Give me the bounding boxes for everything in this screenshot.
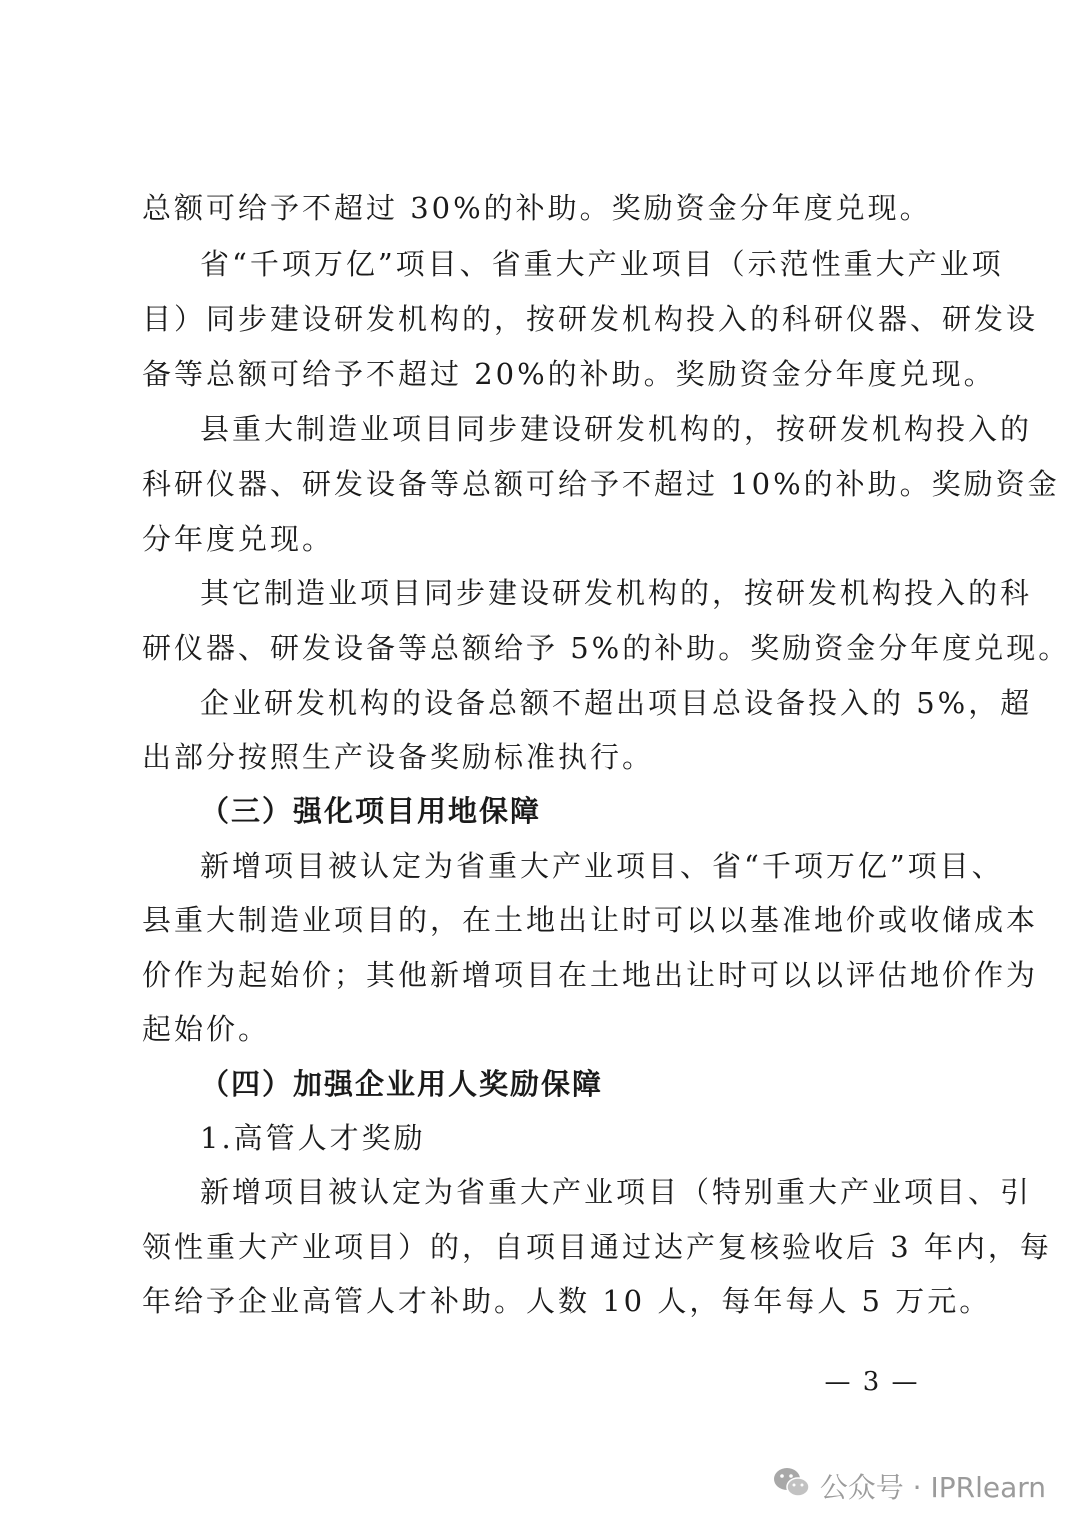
- paragraph-line: 领性重大产业项目）的，自项目通过达产复核验收后 3 年内，每: [142, 1230, 1052, 1264]
- subheading: 1.高管人才奖励: [200, 1121, 426, 1155]
- paragraph-line: 年给予企业高管人才补助。人数 10 人，每年每人 5 万元。: [142, 1284, 992, 1318]
- paragraph-line: 总额可给予不超过 30%的补助。奖励资金分年度兑现。: [142, 191, 932, 225]
- paragraph-line: 其它制造业项目同步建设研发机构的，按研发机构投入的科: [200, 576, 1033, 610]
- section-heading-4: （四）加强企业用人奖励保障: [200, 1067, 604, 1101]
- section-heading-3: （三）强化项目用地保障: [200, 794, 542, 828]
- page-number: — 3 —: [824, 1367, 920, 1397]
- paragraph-line: 备等总额可给予不超过 20%的补助。奖励资金分年度兑现。: [142, 357, 996, 391]
- paragraph-line: 科研仪器、研发设备等总额可给予不超过 10%的补助。奖励资金: [142, 467, 1060, 501]
- paragraph-line: 目）同步建设研发机构的，按研发机构投入的科研仪器、研发设: [142, 302, 1039, 336]
- paragraph-line: 起始价。: [142, 1012, 271, 1046]
- paragraph-line: 企业研发机构的设备总额不超出项目总设备投入的 5%，超: [200, 686, 1033, 720]
- wechat-icon: [772, 1466, 812, 1507]
- paragraph-line: 县重大制造业项目的，在土地出让时可以以基准地价或收储成本: [142, 903, 1039, 937]
- paragraph-line: 新增项目被认定为省重大产业项目、省“千项万亿”项目、: [200, 849, 1004, 883]
- paragraph-line: 出部分按照生产设备奖励标准执行。: [142, 740, 655, 774]
- watermark: [772, 1466, 1046, 1506]
- paragraph-line: 价作为起始价；其他新增项目在土地出让时可以以评估地价作为: [142, 958, 1039, 992]
- paragraph-line: 省“千项万亿”项目、省重大产业项目（示范性重大产业项: [200, 247, 1004, 281]
- watermark-text: 公众号 · IPRlearn: [819, 1471, 1046, 1504]
- paragraph-line: 县重大制造业项目同步建设研发机构的，按研发机构投入的: [200, 412, 1033, 446]
- paragraph-line: 分年度兑现。: [142, 522, 335, 556]
- paragraph-line: 新增项目被认定为省重大产业项目（特别重大产业项目、引: [200, 1175, 1033, 1209]
- paragraph-line: 研仪器、研发设备等总额给予 5%的补助。奖励资金分年度兑现。: [142, 631, 1071, 665]
